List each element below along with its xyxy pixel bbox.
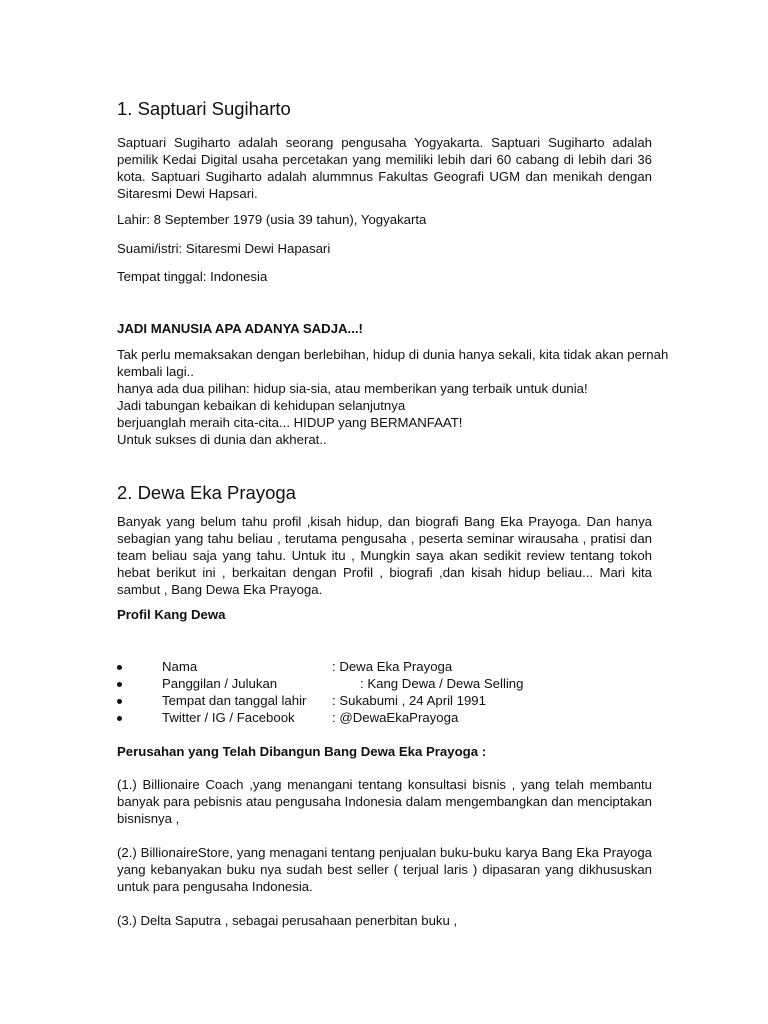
bullet-icon: [117, 682, 122, 687]
quote-heading: JADI MANUSIA APA ADANYA SADJA...!: [117, 321, 363, 336]
profile-item-label: Panggilan / Julukan: [162, 676, 278, 691]
profile-item: [117, 709, 652, 726]
profile-item-value: : @DewaEkaPrayoga: [332, 710, 459, 725]
profile-item-label: Tempat dan tanggal lahir: [162, 693, 307, 708]
section-1-intro: Saptuari Sugiharto adalah seorang pengusaha Yogyakarta. Saptuari Sugiharto adalah pemilik Kedai Digital usaha percetakan yang memiliki lebih dari 60 cabang di lebih dari 36 kota. Saptuari Sugiharto adalah alummnus Fakultas Geografi UGM dan menikah dengan Sitaresmi Dewi Hapsari.: [117, 135, 652, 201]
quote-line: Jadi tabungan kebaikan di kehidupan selanjutnya: [117, 398, 406, 413]
quote-line: berjuanglah meraih cita-cita... HIDUP yang BERMANFAAT!: [117, 415, 463, 430]
profile-item: [117, 658, 652, 675]
profile-item-label: Twitter / IG / Facebook: [162, 710, 295, 725]
bullet-icon: [117, 699, 122, 704]
profile-item: [117, 692, 652, 709]
residence-info: Tempat tinggal: Indonesia: [117, 269, 268, 284]
quote-line: hanya ada dua pilihan: hidup sia-sia, atau memberikan yang terbaik untuk dunia!: [117, 381, 588, 396]
profile-item-label: Nama: [162, 659, 198, 674]
profile-heading: Profil Kang Dewa: [117, 607, 226, 622]
section-2-heading: 2. Dewa Eka Prayoga: [117, 482, 296, 503]
section-2-intro: Banyak yang belum tahu profil ,kisah hidup, dan biografi Bang Eka Prayoga. Dan hanya sebagian yang tahu beliau , terutama pengusaha , peserta seminar wirausaha , pratisi dan team beliau saja yang tahu. Untuk itu , Mungkin saya akan sedikit review tentang tokoh hebat berikut ini , berkaitan dengan Profil , biografi ,dan kisah hidup beliau... Mari kita sambut , Bang Dewa Eka Prayoga.: [117, 514, 652, 597]
quote-line: Untuk sukses di dunia dan akherat..: [117, 432, 327, 447]
company-item: (3.) Delta Saputra , sebagai perusahaan penerbitan buku ,: [117, 913, 458, 928]
spouse-info: Suami/istri: Sitaresmi Dewi Hapasari: [117, 241, 331, 256]
company-item: (1.) Billionaire Coach ,yang menangani tentang konsultasi bisnis , yang telah membantu banyak para pebisnis atau pengusaha Indonesia dalam mengembangkan dan menciptakan bisnisnya ,: [117, 777, 652, 826]
birth-info: Lahir: 8 September 1979 (usia 39 tahun), Yogyakarta: [117, 212, 427, 227]
bullet-icon: [117, 716, 122, 721]
section-1-heading: 1. Saptuari Sugiharto: [117, 98, 291, 119]
company-item: (2.) BillionaireStore, yang menagani tentang penjualan buku-buku karya Bang Eka Prayoga yang kebanyakan buku nya sudah best seller ( terjual laris ) dipasaran yang dikhususkan untuk para pengusaha Indonesia.: [117, 845, 652, 894]
quote-line: Tak perlu memaksakan dengan berlebihan, hidup di dunia hanya sekali, kita tidak akan pernah: [117, 347, 669, 362]
bullet-icon: [117, 665, 122, 670]
quote-line: kembali lagi..: [117, 364, 194, 379]
profile-item: [117, 675, 652, 692]
profile-item-value: : Sukabumi , 24 April 1991: [332, 693, 486, 708]
profile-item-value: : Kang Dewa / Dewa Selling: [360, 676, 524, 691]
companies-heading: Perusahan yang Telah Dibangun Bang Dewa Eka Prayoga :: [117, 744, 487, 759]
profile-item-value: : Dewa Eka Prayoga: [332, 659, 453, 674]
